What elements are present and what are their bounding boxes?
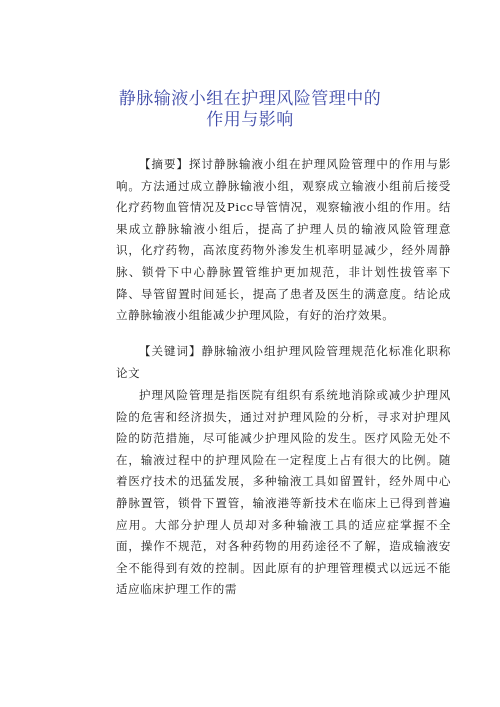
keywords-text: 静脉输液小组护理风险管理规范化标准化职称论文 bbox=[116, 344, 452, 380]
abstract-tag: 【摘要】 bbox=[139, 157, 189, 171]
document-title-line-2: 作用与影响 bbox=[206, 110, 294, 130]
abstract-text: 探讨静脉输液小组在护理风险管理中的作用与影响。方法通过成立静脉输液小组，观察成立输液小组前后接受化疗药物血管情况及Picc导管情况，观察输液小组的作用。结果成立静脉输液小组后，提高了护理人员的输液风险管理意识，化疗药物，高浓度药物外渗发生机率明显减少，经外周静脉、锁骨下中心静脉置管维护更加规范，非计划性拔管率下降、导管留置时间延长，提高了患者及医生的满意度。结论成立静脉输液小组能减少护理风险，有好的治疗效果。 bbox=[116, 157, 451, 323]
abstract-paragraph bbox=[116, 154, 451, 327]
document-title-line-1: 静脉输液小组在护理风险管理中的 bbox=[118, 89, 382, 109]
intro-paragraph: 护理风险管理是指医院有组织有系统地消除或减少护理风险的危害和经济损失，通过对护理风险的分析，寻求对护理风险的防范措施，尽可能减少护理风险的发生。医疗风险无处不在，输液过程中的护理风险在一定程度上占有很大的比例。随着医疗技术的迅猛发展，多种输液工具如留置针，经外周中心静脉置管，锁骨下置管，输液港等新技术在临床上已得到普遍应用。大部分护理人员却对多种输液工具的适应症掌握不全面，操作不规范，对各种药物的用药途径不了解，造成输液安全不能得到有效的控制。因此原有的护理管理模式以远远不能适应临床护理工作的需 bbox=[116, 388, 451, 597]
keywords-tag: 【关键词】 bbox=[139, 344, 202, 358]
keywords-paragraph bbox=[116, 341, 451, 384]
